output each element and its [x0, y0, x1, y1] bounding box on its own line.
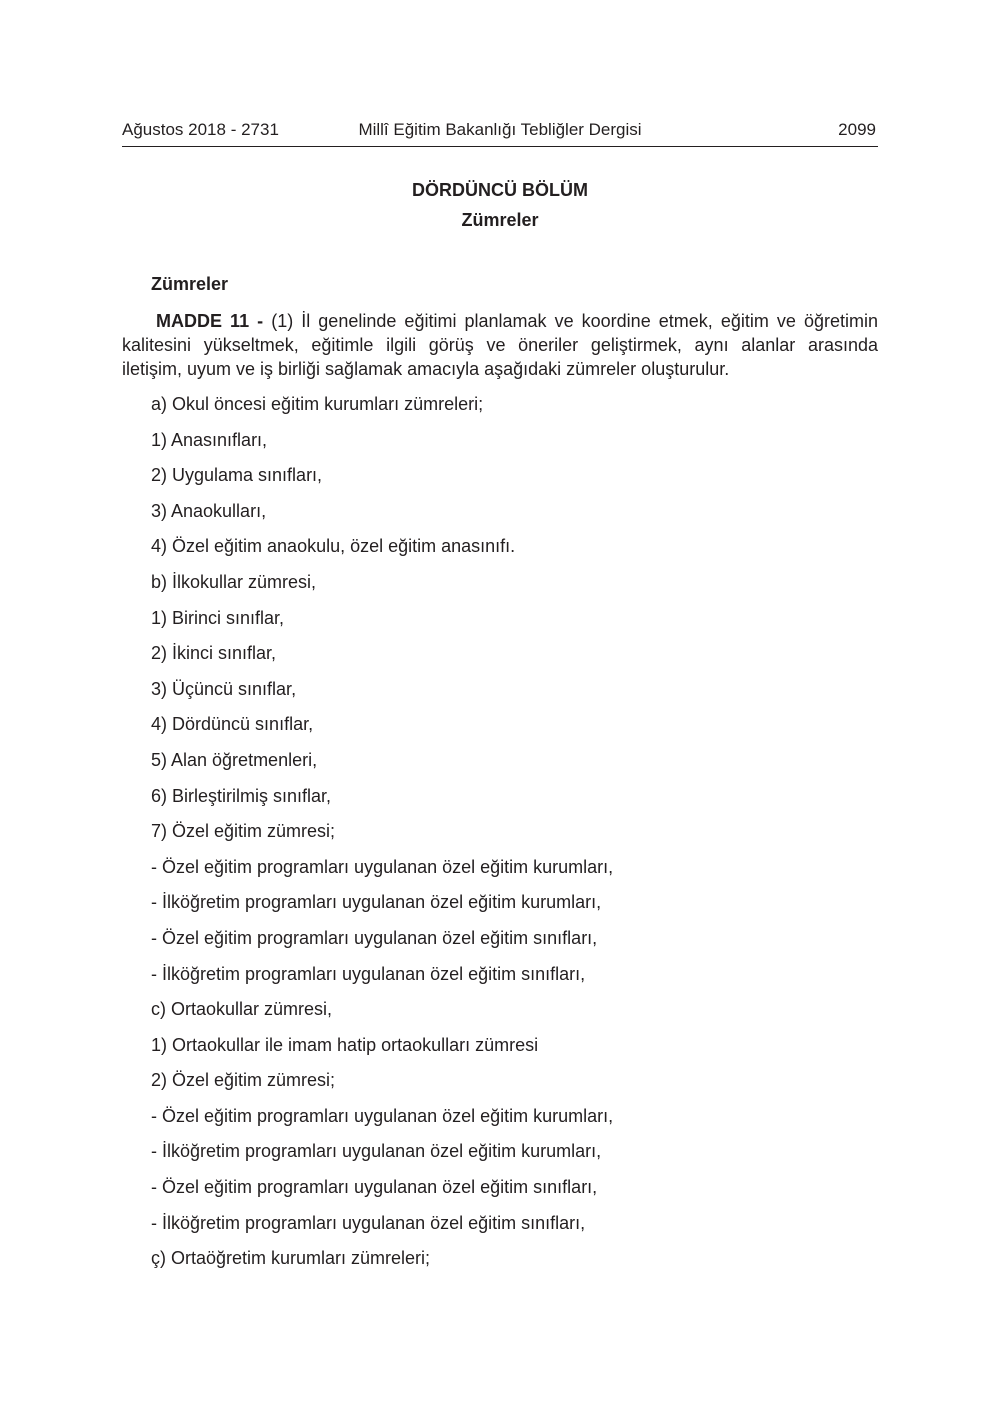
- list-item: 3) Anaokulları,: [151, 500, 267, 521]
- list-item: 5) Alan öğretmenleri,: [151, 749, 318, 770]
- journal-title: Millî Eğitim Bakanlığı Tebliğler Dergisi: [358, 120, 642, 139]
- list-item: 1) Anasınıfları,: [151, 429, 268, 450]
- running-header: [122, 120, 878, 146]
- list-item: b) İlkokullar zümresi,: [151, 571, 317, 592]
- list-item: ç) Ortaöğretim kurumları zümreleri;: [151, 1248, 431, 1269]
- list-item: - İlköğretim programları uygulanan özel eğitim kurumları,: [151, 1141, 602, 1162]
- chapter-title: DÖRDÜNCÜ BÖLÜM: [412, 180, 588, 200]
- list-item: - Özel eğitim programları uygulanan özel eğitim kurumları,: [151, 1105, 614, 1126]
- list-item: - İlköğretim programları uygulanan özel eğitim sınıfları,: [151, 963, 586, 984]
- article-label: MADDE 11 -: [156, 311, 264, 331]
- article-line-1: [122, 309, 878, 333]
- article-line-2: kalitesini yükseltmek, eğitimle ilgili görüş ve öneriler geliştirmek, aynı alanlar arasında: [122, 335, 878, 355]
- list-item: 4) Dördüncü sınıflar,: [151, 714, 314, 735]
- list-item: 7) Özel eğitim zümresi;: [151, 821, 336, 842]
- list-item: - Özel eğitim programları uygulanan özel eğitim sınıfları,: [151, 1177, 598, 1198]
- list-item: c) Ortaokullar zümresi,: [151, 999, 333, 1020]
- list-item: - Özel eğitim programları uygulanan özel eğitim sınıfları,: [151, 927, 598, 948]
- list-item: 3) Üçüncü sınıflar,: [151, 678, 297, 699]
- issue-date: Ağustos 2018 - 2731: [122, 120, 279, 139]
- list-item: - İlköğretim programları uygulanan özel eğitim sınıfları,: [151, 1212, 586, 1233]
- list-item: 4) Özel eğitim anaokulu, özel eğitim anasınıfı.: [151, 536, 516, 557]
- article-paragraph: [122, 309, 878, 381]
- article-text-1: (1) İl genelinde eğitimi planlamak ve koordine etmek, eğitim ve öğretimin: [263, 311, 878, 331]
- list-item: - Özel eğitim programları uygulanan özel eğitim kurumları,: [151, 856, 614, 877]
- chapter-subtitle: Zümreler: [461, 210, 539, 230]
- list-item: a) Okul öncesi eğitim kurumları zümreleri;: [151, 394, 484, 414]
- list-item: 2) Özel eğitim zümresi;: [151, 1070, 336, 1091]
- list-item: 1) Ortaokullar ile imam hatip ortaokulları zümresi: [151, 1034, 539, 1055]
- list-item: 6) Birleştirilmiş sınıflar,: [151, 785, 332, 806]
- list-item: - İlköğretim programları uygulanan özel eğitim kurumları,: [151, 892, 602, 913]
- article-line-3: iletişim, uyum ve iş birliği sağlamak amacıyla aşağıdaki zümreler oluşturulur.: [122, 359, 730, 379]
- list-item: 1) Birinci sınıflar,: [151, 607, 285, 628]
- section-heading: Zümreler: [151, 274, 229, 294]
- header-divider: [122, 146, 878, 147]
- zumre-list: [151, 392, 613, 1282]
- list-item: 2) Uygulama sınıfları,: [151, 465, 323, 486]
- list-item: 2) İkinci sınıflar,: [151, 643, 277, 664]
- page-number: 2099: [838, 120, 876, 139]
